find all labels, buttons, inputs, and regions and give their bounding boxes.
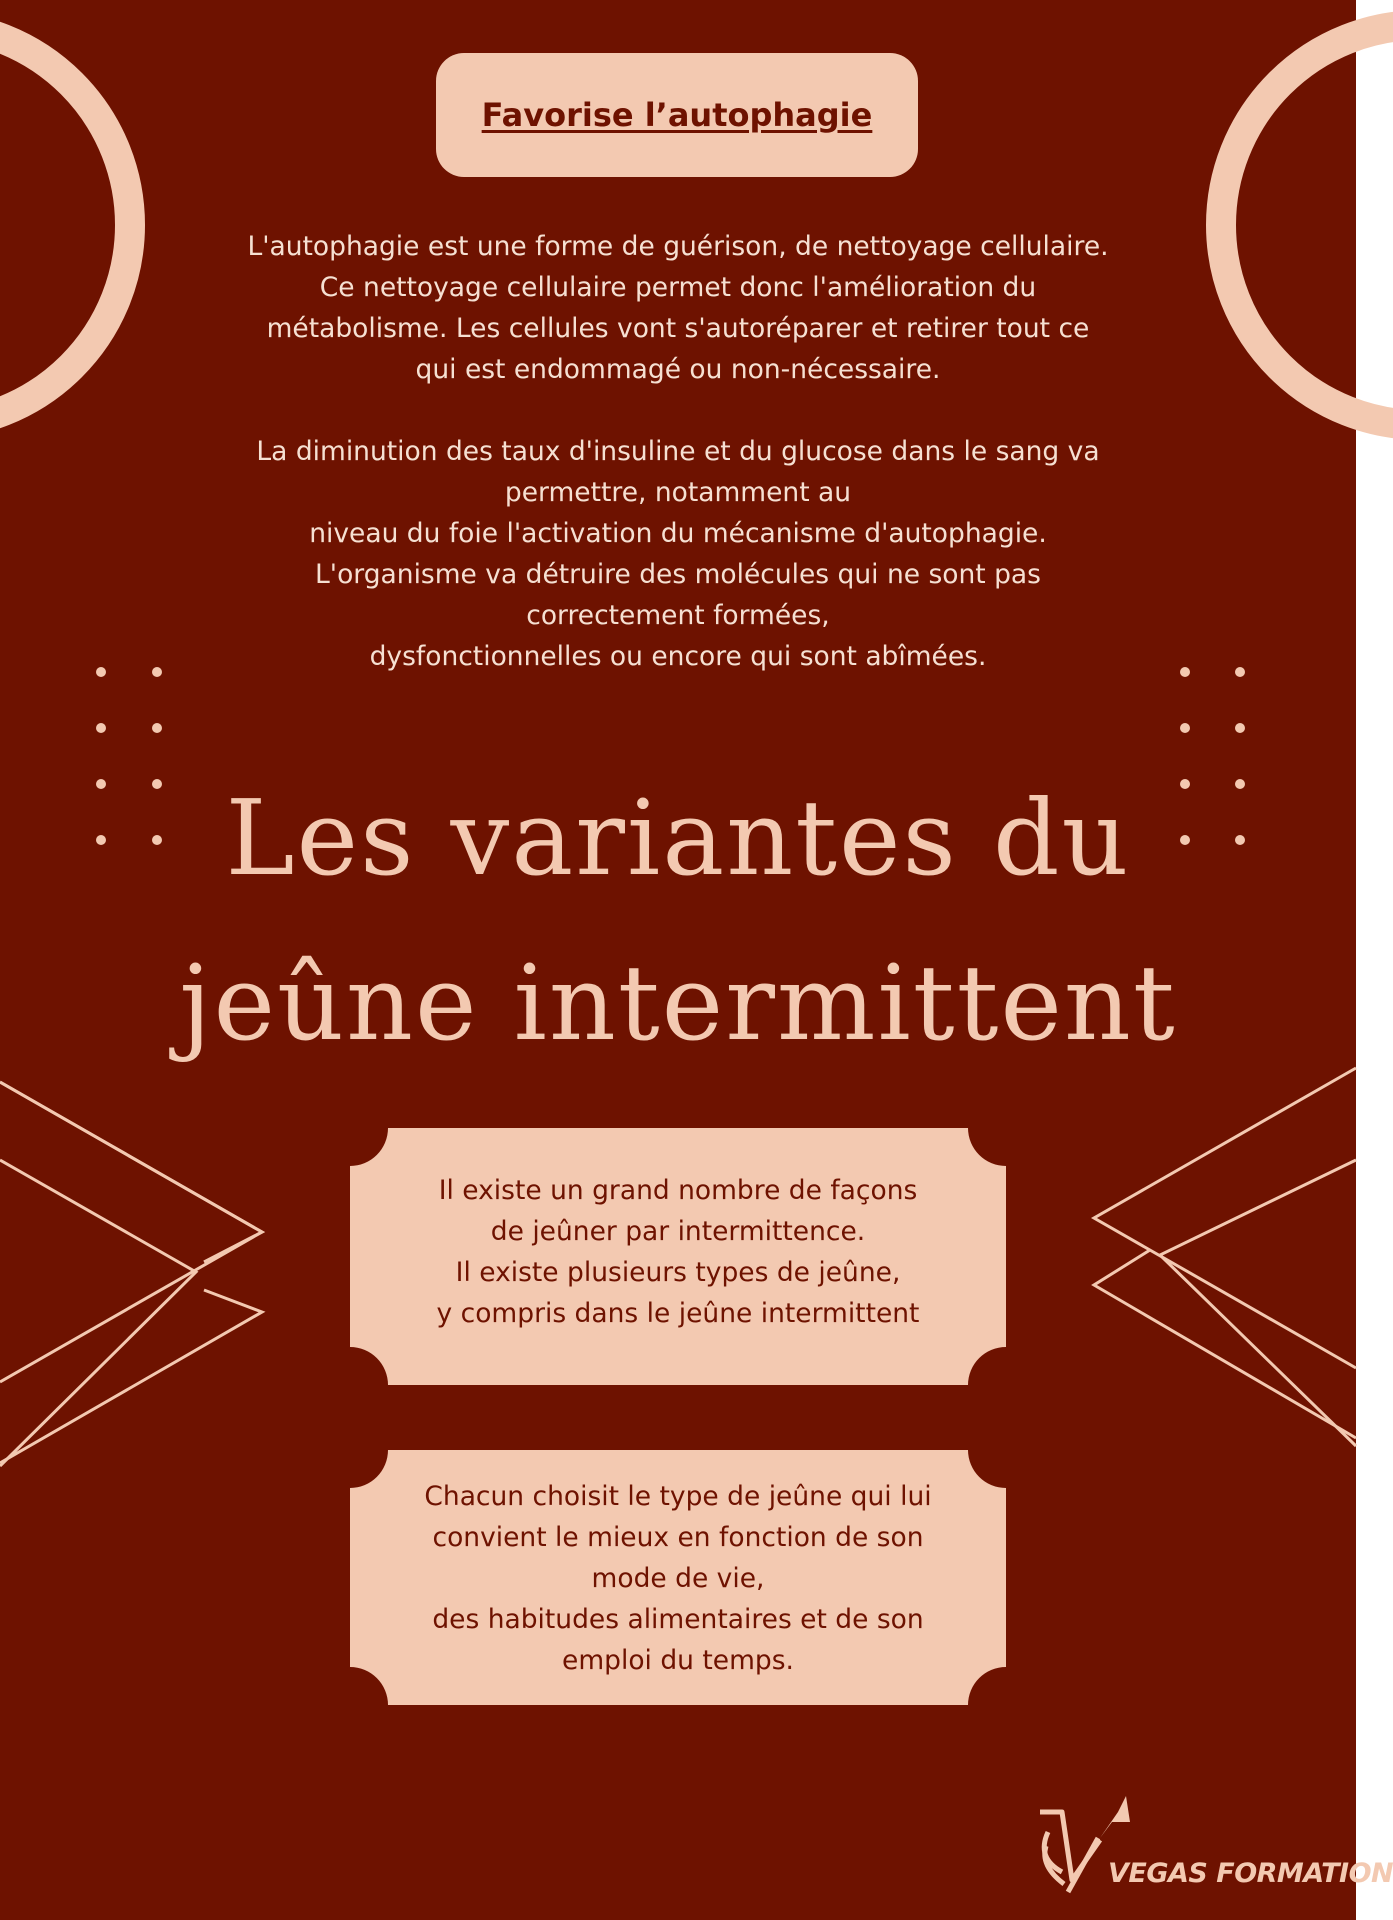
text-line: mode de vie, — [591, 1563, 765, 1594]
intro-paragraph-1 — [170, 226, 1186, 390]
text-line: de jeûner par intermittence. — [490, 1216, 866, 1247]
header-badge — [436, 53, 918, 177]
text-line: La diminution des taux d'insuline et du glucose dans le sang va — [256, 436, 1100, 467]
left-chevron-lines — [0, 1082, 262, 1466]
text-line: des habitudes alimentaires et de son — [432, 1604, 924, 1635]
ticket-2-text — [352, 1476, 1004, 1681]
text-line: métabolisme. Les cellules vont s'autoréparer et retirer tout ce — [266, 313, 1090, 344]
left-arc-decoration — [0, 25, 130, 425]
section-title-line-1: Les variantes du — [225, 777, 1131, 899]
text-line: qui est endommagé ou non-nécessaire. — [415, 354, 941, 385]
logo-brand-part-2: FORMATION — [1216, 1858, 1393, 1889]
text-line: convient le mieux en fonction de son — [432, 1522, 924, 1553]
text-line: L'autophagie est une forme de guérison, de nettoyage cellulaire. — [247, 231, 1109, 262]
text-line: Ce nettoyage cellulaire permet donc l'amélioration du — [319, 272, 1037, 303]
text-line: niveau du foie l'activation du mécanisme d'autophagie. — [309, 518, 1047, 549]
text-line: L'organisme va détruire des molécules qui ne sont pas — [315, 559, 1041, 590]
header-badge-label: Favorise l’autophagie — [481, 96, 873, 134]
text-line: dysfonctionnelles ou encore qui sont abîmées. — [369, 641, 987, 672]
text-line: permettre, notamment au — [504, 477, 852, 508]
right-chevron-lines — [1094, 1068, 1356, 1446]
logo-brand-part-1: VEGAS — [1108, 1858, 1208, 1889]
text-line: y compris dans le jeûne intermittent — [436, 1298, 920, 1329]
text-line: emploi du temps. — [562, 1645, 794, 1676]
text-line: Il existe plusieurs types de jeûne, — [455, 1257, 901, 1288]
text-line: Il existe un grand nombre de façons — [438, 1175, 918, 1206]
vegas-formation-logo-text — [1108, 1858, 1393, 1889]
ticket-1-text — [352, 1170, 1004, 1334]
intro-paragraph-2 — [170, 431, 1186, 677]
section-title-line-2: jeûne intermittent — [179, 942, 1177, 1064]
right-arc-decoration — [1221, 25, 1393, 425]
text-line: Chacun choisit le type de jeûne qui lui — [424, 1481, 932, 1512]
text-line: correctement formées, — [526, 600, 830, 631]
